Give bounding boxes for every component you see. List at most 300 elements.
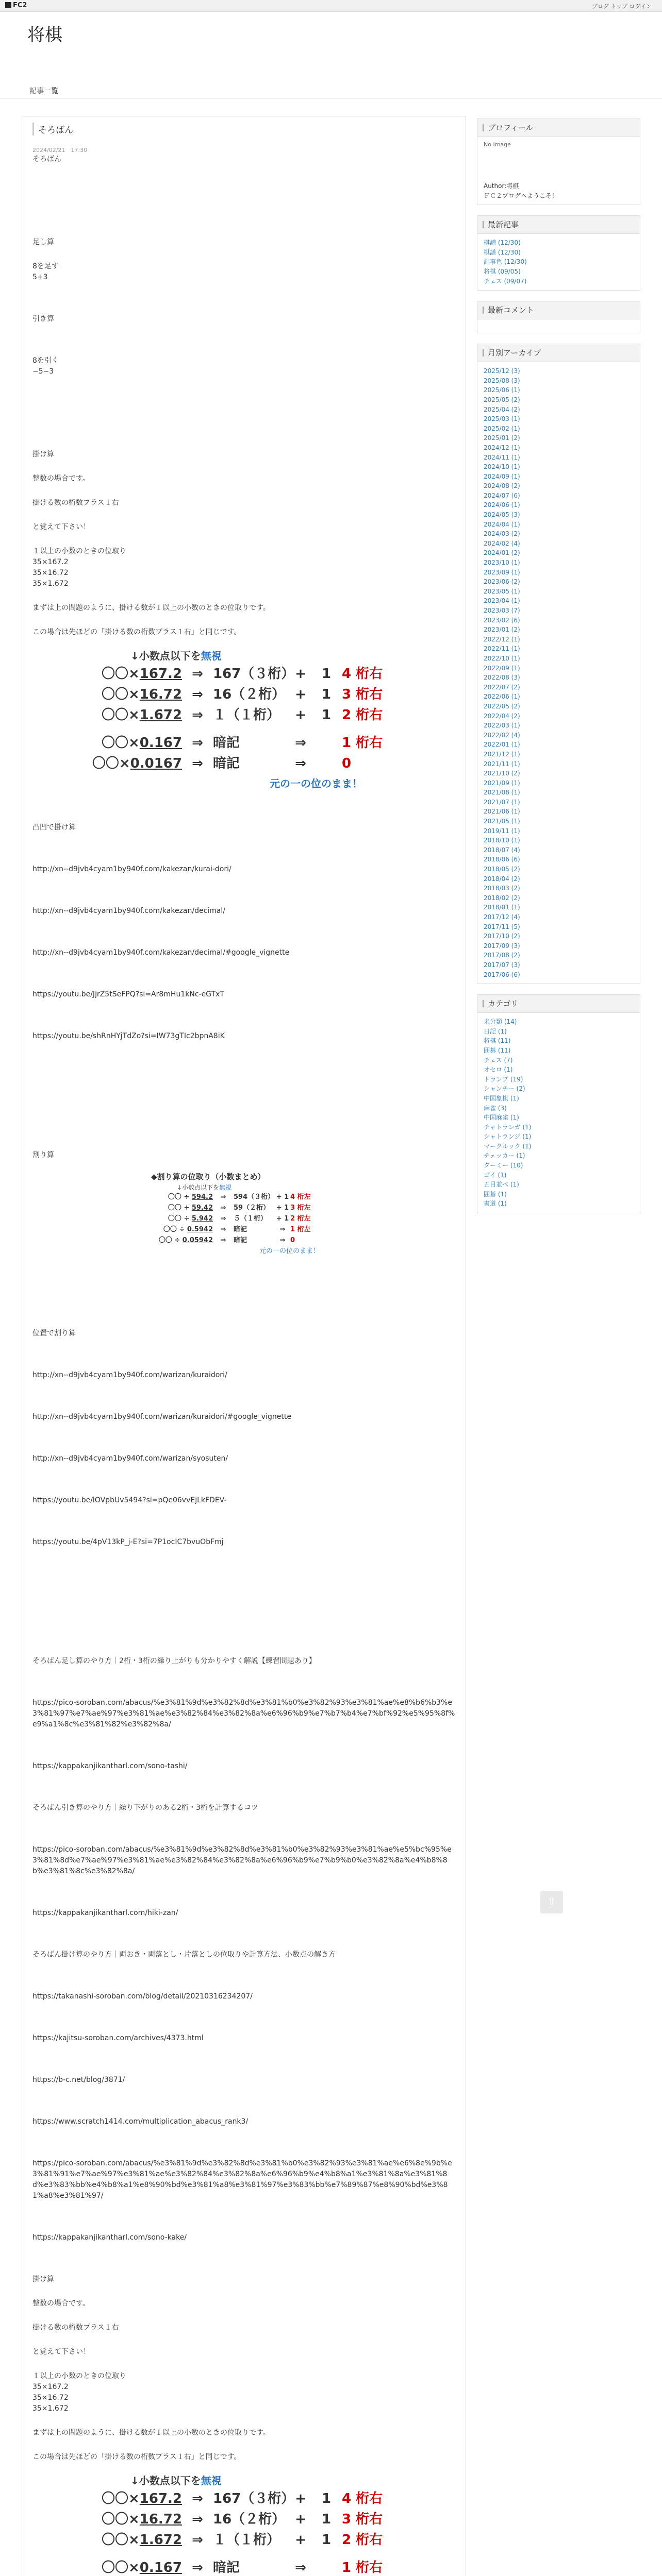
profile-noimage: No Image — [484, 141, 511, 148]
category-link[interactable]: チェッカー (1) — [484, 1152, 525, 1160]
rule-lhs — [84, 733, 182, 753]
archive-month-link[interactable]: 2024/08 (2) — [484, 482, 520, 490]
archive-month-link[interactable]: 2021/09 (1) — [484, 779, 520, 787]
archive-month-link[interactable]: 2024/03 (2) — [484, 530, 520, 538]
rule-plus: + — [295, 2511, 306, 2527]
rule-row — [84, 2530, 404, 2550]
rule-one: 1 — [321, 686, 332, 702]
rule-row — [84, 2509, 404, 2530]
site-title[interactable]: 将棋 — [27, 25, 62, 45]
category-link[interactable]: 五目並べ (1) — [484, 1181, 519, 1189]
body-text: そろばん掛け算のやり方｜両おき・両落とし・片落としの位取りや計算方法、小数点の解き方 — [32, 1951, 336, 1959]
spacer — [32, 509, 455, 522]
body-text: 8を足す — [32, 262, 59, 270]
category-link[interactable]: チャトランガ (1) — [484, 1123, 532, 1131]
category-link[interactable]: トランプ (19) — [484, 1075, 523, 1083]
rule-prefix: 〇〇× — [101, 666, 140, 682]
body-link[interactable]: https://www.scratch1414.com/multiplication_abacus_rank3/ — [32, 2117, 249, 2126]
rule-row — [84, 2557, 404, 2576]
widget-title: 最新コメント — [477, 301, 640, 319]
rule-arrow: ⇒ — [192, 755, 203, 771]
rule-number: 16.72 — [139, 686, 182, 702]
archive-month-link[interactable]: 2018/03 (2) — [484, 885, 520, 892]
archive-month-link[interactable]: 2022/08 (3) — [484, 674, 520, 682]
body-link[interactable]: https://pico-soroban.com/abacus/%e3%81%9d%e3%82%8d%e3%81%b0%e3%82%93%e3%81%ae%e5%bc%95%e3%81%8d%e7%ae%97%e3%81%ae%e3%82%84%e3%82%8a%e6%96%b9%e7%b9%b0%e3%82%8a%e4%b8%8b%e3%81%8c%e3%82%8a/ — [32, 1845, 452, 1875]
post-title[interactable]: そろばん — [32, 123, 466, 135]
archive-month-link[interactable]: 2018/02 (2) — [484, 894, 520, 902]
post-body — [22, 154, 466, 2576]
archive-month-link[interactable]: 2017/07 (3) — [484, 961, 520, 969]
rule-plus: + — [295, 686, 306, 702]
body-text: 位置で割り算 — [32, 1329, 76, 1337]
category-widget — [477, 994, 640, 1213]
spacer — [32, 2044, 455, 2075]
body-link[interactable]: http://xn--d9jvb4cyam1by940f.com/warizan/kuraidori/#google_vignette — [32, 1413, 291, 1421]
body-text: 掛け算 — [32, 450, 54, 459]
archive-month-link[interactable]: 2022/12 (1) — [484, 635, 520, 643]
rule-digits: 16（２桁） — [213, 2511, 286, 2527]
rule-result: 1 桁左 — [290, 1226, 311, 1234]
rule-result: 3 桁右 — [342, 2511, 383, 2527]
spacer — [32, 2086, 455, 2116]
archive-month-link[interactable]: 2018/04 (2) — [484, 875, 520, 883]
rule-row — [136, 1192, 352, 1203]
spacer — [32, 1339, 455, 1370]
widget-title: カテゴリ — [477, 995, 640, 1013]
rule-one: 1 — [321, 707, 332, 723]
archive-month-link[interactable]: 2024/11 (1) — [484, 453, 520, 461]
back-to-top-button[interactable] — [540, 1891, 563, 1913]
archive-month-link[interactable]: 2022/11 (1) — [484, 645, 520, 653]
archive-month-link[interactable]: 2022/05 (2) — [484, 702, 520, 710]
archive-month-link[interactable]: 2021/05 (1) — [484, 818, 520, 825]
body-text: １以上の小数のときの位取り — [32, 547, 126, 555]
rule-plus: + 1 — [276, 1193, 289, 1201]
archive-month-link[interactable]: 2018/01 (1) — [484, 904, 520, 911]
archive-month-link[interactable]: 2025/12 (3) — [484, 367, 520, 375]
archive-widget — [477, 344, 640, 984]
recent-entry-link[interactable]: 棋譜 (12/30) — [484, 239, 521, 247]
box-heading-highlight: 無視 — [201, 2475, 222, 2487]
archive-month-link[interactable]: 2018/07 (4) — [484, 846, 520, 854]
profile-desc: ＦＣ２ブログへようこそ！ — [484, 192, 558, 199]
rule-number: 1.672 — [139, 707, 182, 723]
spacer — [32, 484, 455, 498]
box-heading-text: ↓小数点以下を — [130, 2475, 201, 2487]
body-link[interactable]: https://youtu.be/JjrZ5tSeFPQ?si=Ar8mHu1kNc-eGTxT — [32, 990, 224, 998]
spacer — [32, 533, 455, 546]
rule-arrow: ⇒ — [220, 1236, 226, 1245]
archive-month-link[interactable]: 2021/10 (2) — [484, 770, 520, 777]
spacer — [32, 2333, 455, 2347]
rule-arrow: ⇒ — [192, 2490, 203, 2506]
rule-prefix: 〇〇× — [101, 2490, 140, 2506]
rule-digits: 16（２桁） — [213, 686, 286, 702]
spacer — [32, 1919, 455, 1950]
rule-result: 4 桁左 — [290, 1193, 311, 1201]
recent-entry-link[interactable]: 将棋 (09/05) — [484, 267, 521, 275]
recent-entry-link[interactable]: 棋譜 (12/30) — [484, 248, 521, 256]
body-text: 35×1.672 — [32, 580, 69, 588]
spacer — [32, 1042, 455, 1150]
nav-article-list[interactable]: 記事一覧 — [29, 87, 58, 95]
nav-bar — [0, 77, 662, 98]
archive-month-link[interactable]: 2024/04 (1) — [484, 520, 520, 528]
body-text: この場合は先ほどの「掛ける数の桁数プラス１右」と同じです。 — [32, 2453, 241, 2461]
spacer — [32, 1667, 455, 1698]
archive-month-link[interactable]: 2025/04 (2) — [484, 405, 520, 413]
category-link[interactable]: 将棋 (11) — [484, 1037, 511, 1045]
rule-arrow2: ⇒ — [279, 1236, 286, 1245]
archive-month-link[interactable]: 2021/06 (1) — [484, 808, 520, 816]
body-text: 引き算 — [32, 315, 54, 323]
body-link[interactable]: http://xn--d9jvb4cyam1by940f.com/warizan/kuraidori/ — [32, 1371, 227, 1379]
body-text: 35×167.2 — [32, 2383, 69, 2391]
body-link[interactable]: http://xn--d9jvb4cyam1by940f.com/kakezan/decimal/#google_vignette — [32, 948, 290, 957]
archive-month-link[interactable]: 2024/09 (1) — [484, 472, 520, 480]
category-link[interactable]: シャンチー (2) — [484, 1085, 525, 1093]
body-link[interactable]: https://takanashi-soroban.com/blog/detail/20210316234207/ — [32, 1992, 253, 2001]
body-text: 35×167.2 — [32, 558, 69, 566]
archive-month-link[interactable]: 2024/01 (2) — [484, 549, 520, 557]
archive-month-link[interactable]: 2022/03 (1) — [484, 722, 520, 730]
rule-arrow2: ⇒ — [295, 755, 306, 771]
rule-prefix: 〇〇 ÷ — [168, 1204, 192, 1212]
spacer — [32, 2002, 455, 2033]
body-link[interactable]: https://pico-soroban.com/abacus/%e3%81%9d%e3%82%8d%e3%81%b0%e3%82%93%e3%81%ae%e6%8e%9b%e3%81%91%e7%ae%97%e3%81%ae%e3%82%84%e3%82%8a%e6%96%b9%e4%b8%a1%e3%81%8a%e3%81%8d%e3%83%bb%e4%b8%a1%e8%90%bd%e3%81%a8%e3%81%97%e3%83%bb%e7%89%87%e8%90%bd%e3%81%a8%e3%81%97/ — [32, 2159, 452, 2200]
archive-month-link[interactable]: 2023/03 (7) — [484, 607, 520, 614]
archive-month-link[interactable]: 2017/10 (2) — [484, 933, 520, 940]
rule-memo: 暗記 — [213, 735, 240, 751]
body-link[interactable]: https://pico-soroban.com/abacus/%e3%81%9d%e3%82%8d%e3%81%b0%e3%82%93%e3%81%ae%e8%b6%b3%e3%81%97%e7%ae%97%e3%81%ae%e3%82%84%e3%82%8a%e6%96%b9%e7%b7%b4%e7%bf%92%e5%95%8f%e9%a1%8c%e3%81%82%e3%82%8a/ — [32, 1699, 455, 1728]
spacer — [32, 1381, 455, 1412]
topbar-links[interactable]: ブログ トップ ログイン — [591, 3, 652, 10]
archive-month-link[interactable]: 2023/01 (2) — [484, 626, 520, 634]
body-text: そろばん — [32, 155, 61, 163]
rule-plus: + 1 — [276, 1204, 289, 1212]
archive-month-link[interactable]: 2017/12 (4) — [484, 913, 520, 921]
archive-month-link[interactable]: 2025/02 (1) — [484, 425, 520, 432]
archive-month-link[interactable]: 2022/07 (2) — [484, 683, 520, 691]
archive-month-link[interactable]: 2025/01 (2) — [484, 434, 520, 442]
rule-result: 1 桁右 — [342, 735, 383, 751]
archive-month-link[interactable]: 2017/06 (6) — [484, 971, 520, 978]
spacer — [32, 2243, 455, 2274]
archive-month-link[interactable]: 2023/02 (6) — [484, 616, 520, 624]
spacer — [32, 1814, 455, 1844]
body-text: この場合は先ほどの「掛ける数の桁数プラス１右」と同じです。 — [32, 628, 241, 636]
rule-arrow: ⇒ — [220, 1204, 226, 1212]
rule-prefix: 〇〇× — [101, 707, 140, 723]
archive-month-link[interactable]: 2018/10 (1) — [484, 837, 520, 844]
category-link[interactable]: 未分類 (14) — [484, 1018, 517, 1026]
rule-digits: 167（３桁） — [213, 2490, 295, 2506]
archive-month-link[interactable]: 2022/01 (1) — [484, 741, 520, 749]
rule-number: 594.2 — [191, 1193, 213, 1201]
rule-result: 0 — [290, 1236, 295, 1245]
category-list — [477, 1013, 640, 1213]
archive-list — [477, 362, 640, 984]
archive-month-link[interactable]: 2022/10 (1) — [484, 654, 520, 662]
archive-month-link[interactable]: 2023/09 (1) — [484, 568, 520, 576]
archive-month-link[interactable]: 2024/07 (6) — [484, 492, 520, 499]
profile-widget — [477, 118, 640, 205]
rule-number: 0.167 — [139, 2560, 182, 2575]
rule-prefix: 〇〇× — [101, 2560, 140, 2575]
rule-result: 4 桁右 — [342, 666, 383, 682]
box-heading-text: ↓小数点以下を — [130, 650, 201, 662]
body-link[interactable]: https://kajitsu-soroban.com/archives/4373.html — [32, 2034, 204, 2042]
category-link[interactable]: ターミー (10) — [484, 1162, 523, 1170]
body-link[interactable]: http://xn--d9jvb4cyam1by940f.com/kakezan/decimal/ — [32, 907, 225, 915]
rule-row — [84, 664, 404, 684]
category-link[interactable]: オセロ (1) — [484, 1066, 513, 1074]
rule-lhs — [136, 1203, 213, 1213]
multiplication-rule-box — [84, 648, 404, 791]
spacer — [32, 2438, 455, 2452]
rule-row — [84, 2488, 404, 2509]
archive-month-link[interactable]: 2022/04 (2) — [484, 712, 520, 720]
recent-widget — [477, 215, 640, 291]
body-text: そろばん足し算のやり方｜2桁・3桁の繰り上がりも分かりやすく解説【練習問題あり】 — [32, 1657, 316, 1665]
rule-prefix: 〇〇× — [92, 755, 130, 771]
fc2-logo[interactable]: FC2 — [5, 2, 27, 9]
spacer — [32, 2285, 455, 2298]
box-heading — [130, 648, 404, 664]
rule-plus: + — [295, 2490, 306, 2506]
rule-lhs — [136, 1225, 213, 1235]
rule-lhs — [84, 754, 182, 774]
rule-arrow: ⇒ — [192, 2560, 203, 2575]
rule-number: 0.0167 — [130, 755, 182, 771]
rule-digits: 167（３桁） — [213, 666, 295, 682]
body-link[interactable]: http://xn--d9jvb4cyam1by940f.com/warizan/syosuten/ — [32, 1454, 228, 1463]
box-heading — [177, 1183, 352, 1192]
spacer — [32, 325, 455, 355]
archive-month-link[interactable]: 2023/05 (1) — [484, 587, 520, 595]
rule-digits: １（１桁） — [213, 2532, 280, 2548]
rule-prefix: 〇〇× — [101, 2532, 140, 2548]
spacer — [32, 1772, 455, 1803]
rule-arrow2: ⇒ — [279, 1226, 286, 1234]
multiplication-rule-box — [84, 2473, 404, 2576]
rule-digits: 594（３桁） — [234, 1193, 275, 1201]
body-text: −5−3 — [32, 367, 54, 376]
rule-row — [84, 684, 404, 705]
category-link[interactable]: 麻雀 (3) — [484, 1104, 507, 1112]
archive-month-link[interactable]: 2024/05 (3) — [484, 511, 520, 519]
rule-result: 2 桁右 — [342, 707, 383, 723]
rule-lhs — [136, 1192, 213, 1202]
body-link[interactable]: https://kappakanjikantharl.com/sono-tashi/ — [32, 1762, 188, 1770]
archive-month-link[interactable]: 2024/06 (1) — [484, 501, 520, 509]
spacer — [32, 1256, 455, 1328]
category-link[interactable]: 書道 (1) — [484, 1200, 507, 1208]
rule-arrow2: ⇒ — [295, 2560, 306, 2575]
category-link[interactable]: 中国麻雀 (1) — [484, 1114, 519, 1122]
rule-number: 16.72 — [139, 2511, 182, 2527]
box-heading-text: ↓小数点以下を — [177, 1183, 220, 1191]
rule-digits: ５（１桁） — [234, 1215, 268, 1223]
category-link[interactable]: ゴイ (1) — [484, 1171, 507, 1179]
category-link[interactable]: 日記 (1) — [484, 1027, 507, 1035]
spacer — [32, 165, 455, 237]
division-rule-box — [136, 1171, 352, 1256]
body-link[interactable]: https://youtu.be/4pV13kP_j-E?si=7P1ocIC7bvuObFmj — [32, 1538, 224, 1546]
rule-row — [84, 753, 404, 774]
spacer — [32, 958, 455, 989]
rule-row — [136, 1203, 352, 1214]
post-date: 2024/02/21 17:30 — [32, 147, 88, 154]
box-heading — [130, 2473, 404, 2488]
body-text: １以上の小数のときの位取り — [32, 2372, 126, 2380]
rule-arrow: ⇒ — [220, 1193, 226, 1201]
spacer — [32, 1730, 455, 1761]
recent-entry-link[interactable]: 記事色 (12/30) — [484, 258, 527, 266]
body-text: 35×1.672 — [32, 2404, 69, 2413]
archive-month-link[interactable]: 2024/10 (1) — [484, 463, 520, 471]
rule-number: 0.05942 — [182, 1236, 213, 1245]
spacer — [32, 917, 455, 947]
body-text: そろばん引き算のやり方｜繰り下がりのある2桁・3桁を計算するコツ — [32, 1804, 258, 1812]
archive-month-link[interactable]: 2018/06 (6) — [484, 856, 520, 863]
archive-month-link[interactable]: 2017/11 (5) — [484, 923, 520, 930]
category-link[interactable]: 中国象棋 (1) — [484, 1094, 519, 1102]
archive-month-link[interactable]: 2022/06 (1) — [484, 693, 520, 701]
rule-lhs — [136, 1214, 213, 1224]
archive-month-link[interactable]: 2025/03 (1) — [484, 415, 520, 423]
archive-month-link[interactable]: 2021/08 (1) — [484, 789, 520, 796]
spacer — [32, 377, 455, 449]
body-text: 掛ける数の桁数プラス１右 — [32, 499, 119, 507]
archive-month-link[interactable]: 2019/11 (1) — [484, 827, 520, 835]
archive-month-link[interactable]: 2018/05 (2) — [484, 866, 520, 873]
body-link[interactable]: https://kappakanjikantharl.com/sono-kake/ — [32, 2233, 187, 2242]
rule-arrow2: ⇒ — [295, 735, 306, 751]
rule-result: 2 桁右 — [342, 2532, 383, 2548]
rule-plus: + — [295, 666, 306, 682]
body-text: と覚えて下さい！ — [32, 2348, 90, 2356]
archive-month-link[interactable]: 2024/12 (1) — [484, 444, 520, 451]
rule-number: 0.167 — [139, 735, 182, 751]
category-link[interactable]: 囲碁 (1) — [484, 1190, 507, 1198]
box-footer: 元の一の位のまま！ — [259, 1247, 320, 1255]
profile-author: Author:将棋 — [484, 182, 519, 190]
archive-month-link[interactable]: 2017/08 (2) — [484, 952, 520, 959]
archive-month-link[interactable]: 2025/06 (1) — [484, 386, 520, 394]
body-link[interactable]: https://youtu.be/shRnHYjTdZo?si=IW73gTIc2bpnA8iK — [32, 1032, 225, 1040]
archive-month-link[interactable]: 2025/05 (2) — [484, 396, 520, 403]
fc2-topbar — [0, 0, 662, 12]
body-text: まずは上の問題のように、掛ける数が１以上の小数のときの位取りです。 — [32, 2429, 270, 2437]
category-link[interactable]: 囲碁 (11) — [484, 1046, 511, 1054]
rule-memo: 暗記 — [234, 1236, 247, 1245]
rule-digits: 59（２桁） — [234, 1204, 270, 1212]
archive-month-link[interactable]: 2017/09 (3) — [484, 942, 520, 950]
rule-prefix: 〇〇 ÷ — [168, 1215, 192, 1223]
recent-list — [477, 234, 640, 290]
category-link[interactable]: マークルック (1) — [484, 1142, 532, 1150]
archive-month-link[interactable]: 2023/10 (1) — [484, 559, 520, 567]
archive-month-link[interactable]: 2021/07 (1) — [484, 798, 520, 806]
rule-lhs — [136, 1235, 213, 1246]
widget-title: 最新記事 — [477, 216, 640, 234]
spacer — [32, 1464, 455, 1495]
archive-month-link[interactable]: 2023/04 (1) — [484, 597, 520, 605]
body-link[interactable]: https://kappakanjikantharl.com/hiki-zan/ — [32, 1909, 178, 1917]
archive-month-link[interactable]: 2021/11 (1) — [484, 760, 520, 768]
rule-row — [136, 1225, 352, 1235]
rule-prefix: 〇〇 ÷ — [168, 1193, 192, 1201]
archive-month-link[interactable]: 2023/06 (2) — [484, 578, 520, 586]
widget-title: 月別アーカイブ — [477, 344, 640, 362]
rule-arrow: ⇒ — [192, 666, 203, 682]
spacer — [32, 1000, 455, 1031]
widget-title: プロフィール — [477, 119, 640, 137]
body-link[interactable]: http://xn--d9jvb4cyam1by940f.com/kakezan/kurai-dori/ — [32, 865, 231, 873]
category-link[interactable]: シャトランジ (1) — [484, 1133, 532, 1141]
body-text: まずは上の問題のように、掛ける数が１以上の小数のときの位取りです。 — [32, 604, 270, 612]
rule-number: 167.2 — [139, 666, 182, 682]
archive-month-link[interactable]: 2021/12 (1) — [484, 750, 520, 758]
rule-one: 1 — [321, 2511, 332, 2527]
rule-prefix: 〇〇 ÷ — [158, 1236, 183, 1245]
box-footer: 元の一の位のまま！ — [270, 777, 362, 790]
rule-digits: １（１桁） — [213, 707, 280, 723]
spacer — [32, 875, 455, 906]
rule-arrow: ⇒ — [192, 707, 203, 723]
rule-memo: 暗記 — [213, 2560, 240, 2575]
spacer — [32, 1960, 455, 1991]
rule-one: 1 — [321, 2490, 332, 2506]
rule-row — [84, 733, 404, 753]
body-link[interactable]: https://youtu.be/lOVpbUv5494?si=pQe06vvEjLkFDEV- — [32, 1496, 227, 1504]
body-text: 整数の場合です。 — [32, 2299, 90, 2308]
spacer — [32, 283, 455, 314]
archive-month-link[interactable]: 2022/09 (1) — [484, 664, 520, 672]
spacer — [32, 460, 455, 473]
rule-number: 1.672 — [139, 2532, 182, 2548]
body-text: 8を引く — [32, 357, 59, 365]
rule-lhs — [84, 2489, 182, 2509]
rule-lhs — [84, 664, 182, 684]
rule-lhs — [84, 685, 182, 705]
spacer — [84, 2550, 404, 2557]
spacer — [32, 1506, 455, 1537]
rule-plus: + 1 — [276, 1215, 289, 1223]
spacer — [32, 1548, 455, 1656]
sidebar — [477, 118, 640, 1224]
rule-lhs — [84, 705, 182, 725]
rule-row — [136, 1214, 352, 1225]
rule-arrow: ⇒ — [220, 1226, 226, 1234]
rule-arrow: ⇒ — [192, 735, 203, 751]
rule-result: 1 桁右 — [342, 2560, 383, 2575]
box-heading-highlight: 無視 — [219, 1183, 232, 1191]
archive-month-link[interactable]: 2022/02 (4) — [484, 731, 520, 739]
archive-month-link[interactable]: 2025/08 (3) — [484, 377, 520, 384]
archive-month-link[interactable]: 2024/02 (4) — [484, 539, 520, 547]
spacer — [32, 2127, 455, 2158]
rule-lhs — [84, 2558, 182, 2576]
body-link[interactable]: https://b-c.net/blog/3871/ — [32, 2076, 125, 2084]
rule-number: 0.5942 — [187, 1226, 213, 1234]
category-link[interactable]: チェス (7) — [484, 1056, 513, 1064]
rule-result: 3 桁右 — [342, 686, 383, 702]
body-text: 35×16.72 — [32, 569, 69, 577]
body-text: 5+3 — [32, 273, 48, 281]
recent-entry-link[interactable]: チェス (09/07) — [484, 277, 527, 285]
